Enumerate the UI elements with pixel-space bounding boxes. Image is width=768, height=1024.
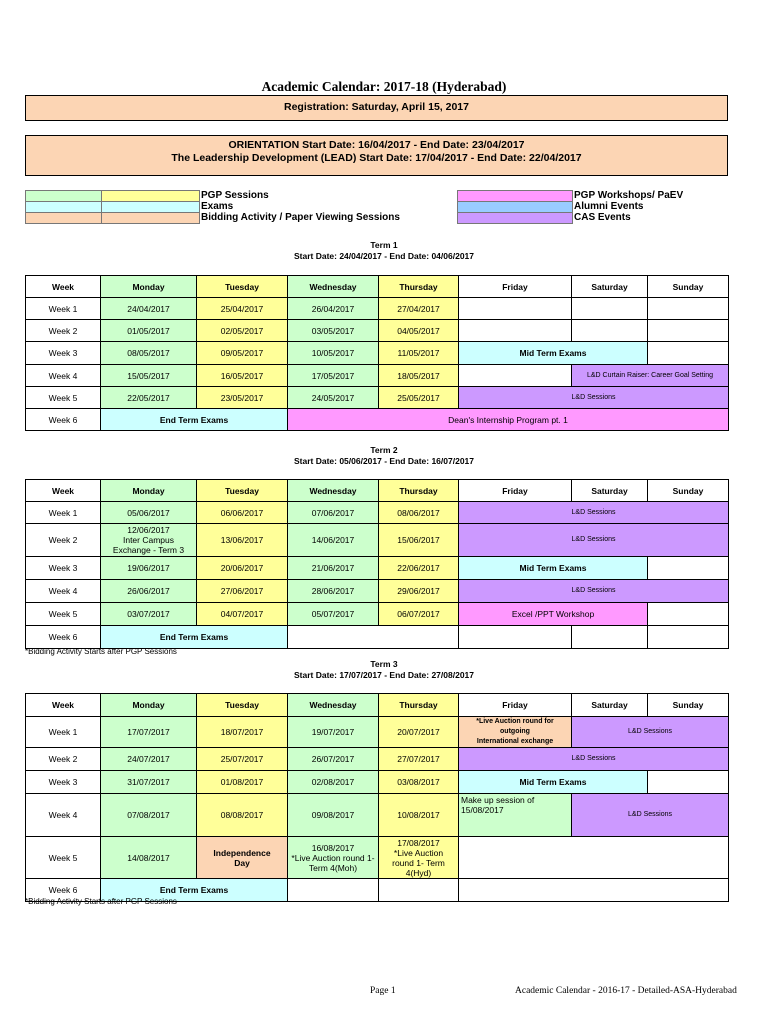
header-week: Week bbox=[26, 276, 101, 298]
term3-name: Term 3 bbox=[370, 659, 398, 669]
table-row bbox=[26, 365, 729, 387]
date-cell: 26/07/2017 bbox=[288, 748, 379, 771]
bidding-note: *Bidding Activity Starts after PGP Sessions bbox=[25, 897, 177, 906]
excel-ppt-workshop: Excel /PPT Workshop bbox=[459, 603, 648, 626]
header-week: Week bbox=[26, 480, 101, 502]
header-saturday: Saturday bbox=[572, 480, 648, 502]
week-label: Week 2 bbox=[26, 524, 101, 557]
term1-heading bbox=[0, 240, 768, 262]
table-row bbox=[26, 298, 729, 320]
table-row bbox=[26, 524, 729, 557]
header-sunday: Sunday bbox=[648, 480, 729, 502]
term2-heading bbox=[0, 445, 768, 467]
week-label: Week 5 bbox=[26, 837, 101, 879]
date-cell: 15/06/2017 bbox=[379, 524, 459, 557]
live-auction-hyd-cell bbox=[379, 837, 459, 879]
header-friday: Friday bbox=[459, 480, 572, 502]
week-label: Week 5 bbox=[26, 387, 101, 409]
table-row bbox=[26, 342, 729, 365]
empty-cell bbox=[648, 603, 729, 626]
date-cell: 21/06/2017 bbox=[288, 557, 379, 580]
mid-term-exams: Mid Term Exams bbox=[459, 342, 648, 365]
date-cell: 18/05/2017 bbox=[379, 365, 459, 387]
table-row bbox=[26, 837, 729, 879]
table-row bbox=[26, 748, 729, 771]
date-cell: 25/05/2017 bbox=[379, 387, 459, 409]
orientation-banner bbox=[25, 135, 728, 176]
makeup-line-2: 15/08/2017 bbox=[461, 805, 504, 815]
empty-cell bbox=[648, 771, 729, 794]
date-cell: 27/06/2017 bbox=[197, 580, 288, 603]
legend-left bbox=[25, 190, 401, 224]
week-label: Week 4 bbox=[26, 365, 101, 387]
date-cell: 29/06/2017 bbox=[379, 580, 459, 603]
inter-campus-text: Inter Campus bbox=[122, 535, 175, 545]
date-text: 16/08/2017 bbox=[311, 842, 355, 853]
page-title: Academic Calendar: 2017-18 (Hyderabad) bbox=[261, 79, 507, 94]
empty-cell bbox=[459, 626, 572, 649]
week-label: Week 4 bbox=[26, 580, 101, 603]
date-cell: 07/08/2017 bbox=[101, 794, 197, 837]
table-row bbox=[26, 580, 729, 603]
auction-term-text: 4(Hyd) bbox=[405, 867, 432, 878]
date-cell: 19/07/2017 bbox=[288, 717, 379, 748]
bidding-note: *Bidding Activity Starts after PGP Sessions bbox=[25, 647, 177, 656]
deans-internship: Dean's Internship Program pt. 1 bbox=[288, 409, 729, 431]
exchange-text: Exchange - Term 3 bbox=[112, 545, 185, 555]
table-row bbox=[26, 771, 729, 794]
date-cell: 31/07/2017 bbox=[101, 771, 197, 794]
date-cell: 06/06/2017 bbox=[197, 502, 288, 524]
date-cell: 10/05/2017 bbox=[288, 342, 379, 365]
registration-text: Registration: Saturday, April 15, 2017 bbox=[284, 101, 469, 113]
date-cell: 17/05/2017 bbox=[288, 365, 379, 387]
date-cell: 20/06/2017 bbox=[197, 557, 288, 580]
registration-banner bbox=[25, 95, 728, 121]
date-cell: 17/07/2017 bbox=[101, 717, 197, 748]
empty-cell bbox=[459, 365, 572, 387]
empty-cell bbox=[648, 626, 729, 649]
ld-sessions: L&D Sessions bbox=[459, 502, 729, 524]
inter-campus-cell bbox=[101, 524, 197, 557]
empty-cell bbox=[288, 626, 459, 649]
auction-round-text: round 1- Term bbox=[392, 857, 445, 868]
week-label: Week 5 bbox=[26, 603, 101, 626]
page-number: Page 1 bbox=[370, 986, 396, 996]
date-cell: 22/06/2017 bbox=[379, 557, 459, 580]
week-label: Week 3 bbox=[26, 342, 101, 365]
legend-workshops: PGP Workshops/ PaEV bbox=[574, 190, 684, 201]
date-cell: 01/05/2017 bbox=[101, 320, 197, 342]
end-term-exams: End Term Exams bbox=[101, 879, 288, 902]
live-auction-line-1: *Live Auction round for outgoing bbox=[476, 718, 554, 735]
header-wednesday: Wednesday bbox=[288, 694, 379, 717]
header-tuesday: Tuesday bbox=[197, 694, 288, 717]
header-saturday: Saturday bbox=[572, 694, 648, 717]
table-row bbox=[26, 717, 729, 748]
date-cell: 09/05/2017 bbox=[197, 342, 288, 365]
term1-name: Term 1 bbox=[370, 240, 398, 250]
empty-cell bbox=[572, 320, 648, 342]
empty-cell bbox=[459, 320, 572, 342]
date-cell: 02/08/2017 bbox=[288, 771, 379, 794]
date-cell: 25/04/2017 bbox=[197, 298, 288, 320]
makeup-line-1: Make up session of bbox=[461, 795, 535, 805]
date-cell: 18/07/2017 bbox=[197, 717, 288, 748]
header-thursday: Thursday bbox=[379, 480, 459, 502]
empty-cell bbox=[572, 626, 648, 649]
date-cell: 09/08/2017 bbox=[288, 794, 379, 837]
empty-cell bbox=[648, 298, 729, 320]
date-cell: 05/07/2017 bbox=[288, 603, 379, 626]
week-label: Week 2 bbox=[26, 748, 101, 771]
orientation-line-2: The Leadership Development (LEAD) Start Date: 17/04/2017 - End Date: 22/04/2017 bbox=[171, 152, 582, 164]
header-tuesday: Tuesday bbox=[197, 276, 288, 298]
ld-sessions: L&D Sessions bbox=[459, 524, 729, 557]
date-text: 17/08/2017 bbox=[397, 837, 440, 848]
term2-table bbox=[25, 479, 729, 649]
term3-heading bbox=[0, 659, 768, 681]
legend-right bbox=[457, 190, 685, 224]
date-cell: 03/08/2017 bbox=[379, 771, 459, 794]
term2-name: Term 2 bbox=[370, 445, 398, 455]
ld-sessions: L&D Sessions bbox=[572, 794, 729, 837]
legend-bidding: Bidding Activity / Paper Viewing Sessions bbox=[201, 212, 400, 223]
term2-header-row bbox=[26, 480, 729, 502]
date-cell: 24/04/2017 bbox=[101, 298, 197, 320]
date-cell: 11/05/2017 bbox=[379, 342, 459, 365]
date-cell: 04/05/2017 bbox=[379, 320, 459, 342]
week-label: Week 4 bbox=[26, 794, 101, 837]
week-label: Week 1 bbox=[26, 502, 101, 524]
mid-term-exams: Mid Term Exams bbox=[459, 771, 648, 794]
empty-cell bbox=[459, 298, 572, 320]
header-thursday: Thursday bbox=[379, 276, 459, 298]
independence-day-cell bbox=[197, 837, 288, 879]
header-wednesday: Wednesday bbox=[288, 480, 379, 502]
header-saturday: Saturday bbox=[572, 276, 648, 298]
term3-header-row bbox=[26, 694, 729, 717]
date-cell: 08/05/2017 bbox=[101, 342, 197, 365]
table-row bbox=[26, 626, 729, 649]
date-cell: 24/07/2017 bbox=[101, 748, 197, 771]
empty-cell bbox=[379, 879, 459, 902]
date-cell: 01/08/2017 bbox=[197, 771, 288, 794]
date-cell: 28/06/2017 bbox=[288, 580, 379, 603]
empty-cell bbox=[648, 342, 729, 365]
live-auction-cell bbox=[459, 717, 572, 748]
date-cell: 14/06/2017 bbox=[288, 524, 379, 557]
table-row bbox=[26, 320, 729, 342]
week-label: Week 6 bbox=[26, 879, 101, 902]
legend-pgp-sessions: PGP Sessions bbox=[201, 190, 269, 201]
week-label: Week 1 bbox=[26, 298, 101, 320]
date-cell: 14/08/2017 bbox=[101, 837, 197, 879]
table-row bbox=[26, 557, 729, 580]
mid-term-exams: Mid Term Exams bbox=[459, 557, 648, 580]
header-friday: Friday bbox=[459, 694, 572, 717]
legend-alumni: Alumni Events bbox=[574, 201, 644, 212]
term1-header-row bbox=[26, 276, 729, 298]
date-cell: 22/05/2017 bbox=[101, 387, 197, 409]
ld-sessions: L&D Sessions bbox=[572, 717, 729, 748]
term3-table bbox=[25, 693, 729, 902]
date-cell: 27/07/2017 bbox=[379, 748, 459, 771]
independence-line-1: Independence bbox=[213, 847, 271, 858]
date-cell: 08/08/2017 bbox=[197, 794, 288, 837]
ld-sessions: L&D Sessions bbox=[459, 387, 729, 409]
term1-table bbox=[25, 275, 729, 431]
header-sunday: Sunday bbox=[648, 276, 729, 298]
auction-term-text: Term 4(Moh) bbox=[308, 862, 358, 873]
date-cell: 13/06/2017 bbox=[197, 524, 288, 557]
date-cell: 26/04/2017 bbox=[288, 298, 379, 320]
date-cell: 02/05/2017 bbox=[197, 320, 288, 342]
header-sunday: Sunday bbox=[648, 694, 729, 717]
date-cell: 23/05/2017 bbox=[197, 387, 288, 409]
date-cell: 04/07/2017 bbox=[197, 603, 288, 626]
live-auction-moh-cell bbox=[288, 837, 379, 879]
date-cell: 15/05/2017 bbox=[101, 365, 197, 387]
empty-cell bbox=[648, 557, 729, 580]
table-row bbox=[26, 603, 729, 626]
legend-cas: CAS Events bbox=[574, 212, 631, 223]
date-cell: 20/07/2017 bbox=[379, 717, 459, 748]
empty-cell bbox=[648, 320, 729, 342]
week-label: Week 3 bbox=[26, 557, 101, 580]
table-row bbox=[26, 409, 729, 431]
table-row bbox=[26, 502, 729, 524]
header-monday: Monday bbox=[101, 276, 197, 298]
table-row bbox=[26, 387, 729, 409]
auction-text: *Live Auction round 1- bbox=[291, 852, 375, 863]
makeup-session-cell bbox=[459, 794, 572, 837]
date-cell: 26/06/2017 bbox=[101, 580, 197, 603]
independence-line-2: Day bbox=[234, 857, 250, 868]
ld-sessions: L&D Sessions bbox=[459, 580, 729, 603]
document-footer: Academic Calendar - 2016-17 - Detailed-ASA-Hyderabad bbox=[515, 986, 737, 996]
week-label: Week 6 bbox=[26, 409, 101, 431]
auction-text: *Live Auction bbox=[393, 847, 444, 858]
header-week: Week bbox=[26, 694, 101, 717]
orientation-line-1: ORIENTATION Start Date: 16/04/2017 - End Date: 23/04/2017 bbox=[228, 139, 525, 151]
end-term-exams: End Term Exams bbox=[101, 626, 288, 649]
header-tuesday: Tuesday bbox=[197, 480, 288, 502]
live-auction-line-2: International exchange bbox=[476, 738, 554, 745]
term2-dates: Start Date: 05/06/2017 - End Date: 16/07/2017 bbox=[293, 456, 474, 466]
empty-cell bbox=[459, 879, 729, 902]
date-cell: 03/05/2017 bbox=[288, 320, 379, 342]
week-label: Week 3 bbox=[26, 771, 101, 794]
header-friday: Friday bbox=[459, 276, 572, 298]
date-cell: 03/07/2017 bbox=[101, 603, 197, 626]
week-label: Week 1 bbox=[26, 717, 101, 748]
header-monday: Monday bbox=[101, 480, 197, 502]
date-cell: 08/06/2017 bbox=[379, 502, 459, 524]
date-cell: 24/05/2017 bbox=[288, 387, 379, 409]
term3-dates: Start Date: 17/07/2017 - End Date: 27/08/2017 bbox=[293, 670, 474, 680]
empty-cell bbox=[288, 879, 379, 902]
date-cell: 19/06/2017 bbox=[101, 557, 197, 580]
date-text: 12/06/2017 bbox=[127, 525, 170, 535]
end-term-exams: End Term Exams bbox=[101, 409, 288, 431]
date-cell: 07/06/2017 bbox=[288, 502, 379, 524]
week-label: Week 6 bbox=[26, 626, 101, 649]
career-goal-setting: L&D Curtain Raiser: Career Goal Setting bbox=[572, 365, 729, 387]
ld-sessions: L&D Sessions bbox=[459, 748, 729, 771]
date-cell: 16/05/2017 bbox=[197, 365, 288, 387]
empty-cell bbox=[459, 837, 729, 879]
date-cell: 27/04/2017 bbox=[379, 298, 459, 320]
legend-exams: Exams bbox=[201, 201, 234, 212]
date-cell: 10/08/2017 bbox=[379, 794, 459, 837]
term1-dates: Start Date: 24/04/2017 - End Date: 04/06/2017 bbox=[293, 251, 474, 261]
header-monday: Monday bbox=[101, 694, 197, 717]
empty-cell bbox=[572, 298, 648, 320]
date-cell: 25/07/2017 bbox=[197, 748, 288, 771]
date-cell: 05/06/2017 bbox=[101, 502, 197, 524]
table-row bbox=[26, 794, 729, 837]
header-thursday: Thursday bbox=[379, 694, 459, 717]
header-wednesday: Wednesday bbox=[288, 276, 379, 298]
date-cell: 06/07/2017 bbox=[379, 603, 459, 626]
week-label: Week 2 bbox=[26, 320, 101, 342]
